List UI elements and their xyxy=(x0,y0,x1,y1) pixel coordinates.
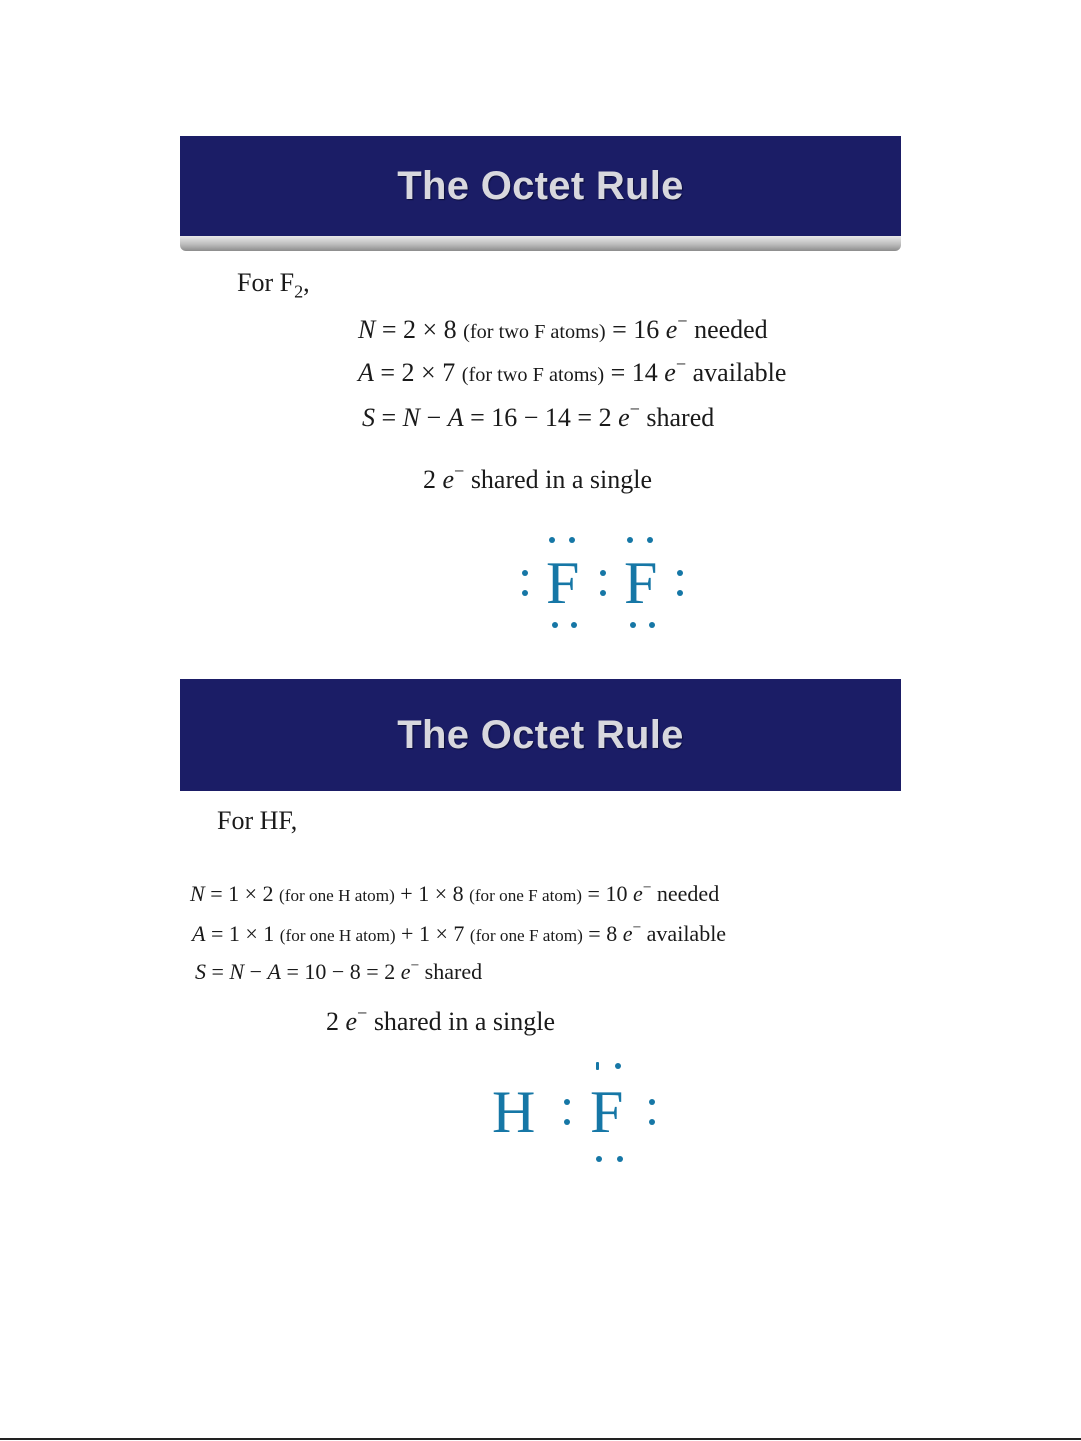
slide1-header xyxy=(180,136,901,236)
eq-rhs: = 14 xyxy=(604,358,665,387)
lewis-atom-f: F xyxy=(590,1079,624,1145)
electron-dot xyxy=(571,622,577,628)
eq-rhs: = 8 xyxy=(582,921,623,946)
electron-dot xyxy=(649,1119,655,1125)
eq-paren: (for one F atom) xyxy=(469,926,583,945)
eq-mid: + 1 × 8 xyxy=(394,881,470,906)
slide2-header xyxy=(180,679,901,791)
eq-electron: e xyxy=(622,921,633,946)
electron-dot xyxy=(677,590,683,596)
eq-sup: − xyxy=(675,354,687,375)
lewis-atom-f-right: F xyxy=(624,550,658,616)
page-bottom-rule xyxy=(0,1438,1081,1440)
electron-dot xyxy=(647,537,653,543)
electron-dot xyxy=(615,1063,621,1069)
eq-expr: = xyxy=(375,403,403,432)
electron-dot xyxy=(627,537,633,543)
slide1-label-suffix: , xyxy=(303,268,310,297)
electron-dot xyxy=(569,537,575,543)
eq-word: available xyxy=(641,921,727,946)
electron-dot xyxy=(552,622,558,628)
eq-paren: (for one F atom) xyxy=(469,886,583,905)
shared-electron-dot xyxy=(564,1099,570,1105)
electron-dot xyxy=(522,570,528,576)
slide1-equation-s xyxy=(362,399,715,433)
electron-dot xyxy=(596,1156,602,1162)
slide1-label xyxy=(237,268,310,302)
eq-var: A xyxy=(358,358,374,387)
eq-word: needed xyxy=(687,315,768,344)
eq-mid: − xyxy=(244,959,268,984)
electron-dot xyxy=(649,622,655,628)
electron-dot xyxy=(630,622,636,628)
eq-paren: (for one H atom) xyxy=(279,926,396,945)
slide1-title: The Octet Rule xyxy=(397,163,684,208)
eq-word: needed xyxy=(651,881,720,906)
eq-sup: − xyxy=(410,956,420,974)
eq-electron: e xyxy=(665,315,678,344)
slide1-equation-n xyxy=(358,311,768,345)
electron-dot xyxy=(549,537,555,543)
slide2-title: The Octet Rule xyxy=(397,712,684,757)
slide1-equation-a xyxy=(358,354,787,388)
eq-var: S xyxy=(195,959,206,984)
eq-mid: + 1 × 7 xyxy=(395,921,470,946)
slide1-header-bar xyxy=(180,236,901,251)
eq-sup: − xyxy=(629,399,640,420)
slide2-note xyxy=(326,1003,556,1037)
note-sup: − xyxy=(357,1003,368,1024)
eq-electron: e xyxy=(632,881,643,906)
note-pre: 2 xyxy=(326,1007,346,1036)
eq-expr: = 1 × 1 xyxy=(205,921,280,946)
eq-var: A xyxy=(192,921,206,946)
eq-var: S xyxy=(362,403,375,432)
shared-electron-dot xyxy=(600,570,606,576)
eq-expr: = 2 × 7 xyxy=(373,358,462,387)
eq-paren: (for one H atom) xyxy=(279,886,395,905)
note-sup: − xyxy=(454,461,465,482)
note-pre: 2 xyxy=(423,465,443,494)
lewis-atom-h: H xyxy=(492,1079,536,1145)
eq-sup: − xyxy=(677,311,688,332)
eq-word: shared xyxy=(639,403,715,432)
eq-mid: − xyxy=(420,403,448,432)
eq-rhs: = 10 − 8 = 2 xyxy=(280,959,401,984)
eq-var: N xyxy=(229,959,245,984)
eq-rhs: = 16 − 14 = 2 xyxy=(463,403,619,432)
electron-dot xyxy=(522,590,528,596)
note-electron: e xyxy=(442,465,455,494)
eq-rhs: = 16 xyxy=(605,315,666,344)
eq-electron: e xyxy=(618,403,630,432)
eq-expr: = 1 × 2 xyxy=(204,881,280,906)
slide2-equation-s xyxy=(195,956,483,985)
slide1-label-prefix: For F xyxy=(237,268,295,297)
shared-electron-dot xyxy=(564,1119,570,1125)
electron-dot xyxy=(649,1099,655,1105)
eq-paren: (for two F atoms) xyxy=(463,321,606,343)
eq-rhs: = 10 xyxy=(582,881,633,906)
electron-dot xyxy=(617,1156,623,1162)
slide1-label-sub: 2 xyxy=(294,281,304,302)
eq-expr: = xyxy=(206,959,230,984)
shared-electron-dot xyxy=(600,590,606,596)
note-post: shared in a single xyxy=(464,465,653,494)
electron-dot xyxy=(677,570,683,576)
slide2-equation-n xyxy=(190,878,720,907)
eq-electron: e xyxy=(664,358,676,387)
eq-var: N xyxy=(190,881,205,906)
eq-electron: e xyxy=(400,959,411,984)
eq-expr: = 2 × 8 xyxy=(375,315,464,344)
slide2-equation-a xyxy=(192,918,727,947)
eq-sup: − xyxy=(642,878,652,896)
eq-word: available xyxy=(686,358,787,387)
slide2-label: For HF, xyxy=(217,806,298,835)
eq-word: shared xyxy=(419,959,483,984)
eq-sup: − xyxy=(632,918,642,936)
eq-paren: (for two F atoms) xyxy=(461,364,605,386)
note-electron: e xyxy=(345,1007,358,1036)
slide1-note xyxy=(423,461,653,495)
eq-var: A xyxy=(267,959,281,984)
eq-var: N xyxy=(358,315,376,344)
note-post: shared in a single xyxy=(367,1007,556,1036)
eq-var: A xyxy=(447,403,464,432)
lewis-atom-f-left: F xyxy=(546,550,580,616)
eq-var: N xyxy=(402,403,421,432)
electron-dot xyxy=(596,1062,599,1070)
